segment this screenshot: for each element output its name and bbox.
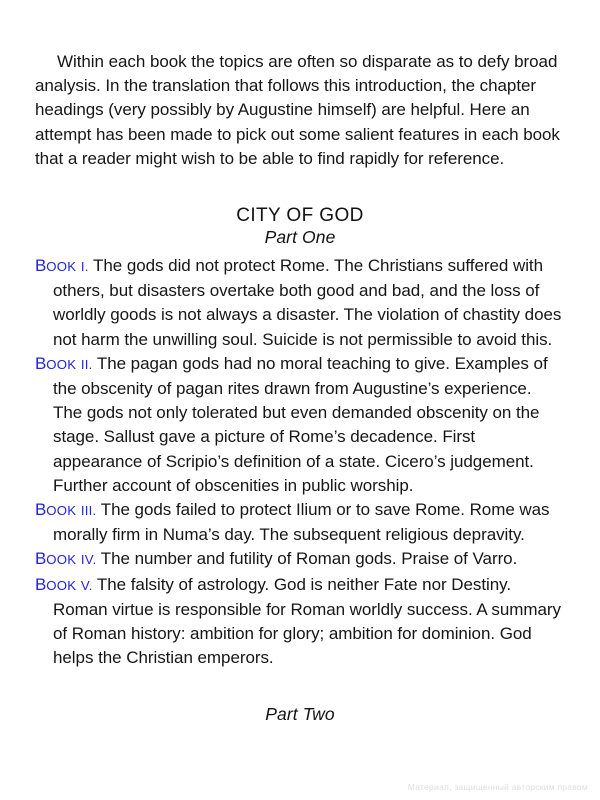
- book-label-smallcaps: OOK: [46, 503, 77, 519]
- book-label-initial: B: [35, 500, 47, 520]
- book-label-smallcaps: OOK: [46, 259, 77, 274]
- book-numeral: III.: [80, 503, 97, 519]
- book-label: [35, 500, 96, 519]
- book-label: [35, 256, 89, 275]
- book-label-smallcaps: OOK: [46, 577, 77, 593]
- book-label-initial: B: [35, 574, 47, 594]
- book-numeral: IV.: [80, 552, 97, 568]
- book-summary-text: The gods did not protect Rome. The Christians suffered with others, but disasters overtake both good and bad, and the loss of worldly goods is not always a disaster. The violation of chastity does not harm the unwilling soul. Suicide is not permissible to avoid this.: [53, 256, 562, 349]
- book-entry: [35, 352, 562, 498]
- book-label-initial: B: [35, 256, 47, 275]
- book-label: [35, 549, 96, 568]
- book-entry: [35, 498, 562, 547]
- book-numeral: V.: [80, 577, 93, 593]
- copyright-watermark: Материал, защищенный авторским правом: [407, 782, 588, 792]
- book-numeral: I.: [80, 259, 89, 274]
- book-entry: [35, 573, 562, 671]
- book-label-initial: B: [35, 353, 47, 373]
- book-summary-list: [35, 254, 562, 670]
- introduction-paragraph: Within each book the topics are often so disparate as to defy broad analysis. In the translation that follows this introduction, the chapter headings (very possibly by Augustine himself) are helpful. Here an attempt has been made to pick out some salient features in each book that a reader might wish to be able to find rapidly for reference.: [35, 52, 560, 168]
- book-label: [35, 575, 93, 594]
- book-label-smallcaps: OOK: [46, 356, 77, 372]
- book-label-smallcaps: OOK: [46, 552, 77, 568]
- book-summary-text: The gods failed to protect Ilium or to save Rome. Rome was morally firm in Numa’s day. The subsequent religious depravity.: [53, 500, 550, 545]
- book-numeral: II.: [80, 356, 93, 372]
- part-one-heading: Part One: [264, 227, 336, 247]
- book-summary-text: The number and futility of Roman gods. Praise of Varro.: [96, 549, 518, 569]
- book-summary-text: The pagan gods had no moral teaching to give. Examples of the obscenity of pagan rites drawn from Augustine’s experience. The gods not only tolerated but even demanded obscenity on the stage. Sallust gave a picture of Rome’s decadence. First appearance of Scripio’s definition of a state. Cicero’s judgement. Further account of obscenities in public worship.: [53, 353, 548, 495]
- document-title: CITY OF GOD: [236, 204, 364, 226]
- book-entry: [35, 547, 562, 572]
- book-entry: [35, 254, 562, 352]
- book-label-initial: B: [35, 549, 47, 569]
- part-two-heading: Part Two: [265, 704, 335, 724]
- book-summary-text: The falsity of astrology. God is neither Fate nor Destiny. Roman virtue is responsible for Roman worldly success. A summary of Roman history: ambition for glory; ambition for dominion. God helps the Christian emperors.: [53, 574, 561, 668]
- book-label: [35, 354, 93, 373]
